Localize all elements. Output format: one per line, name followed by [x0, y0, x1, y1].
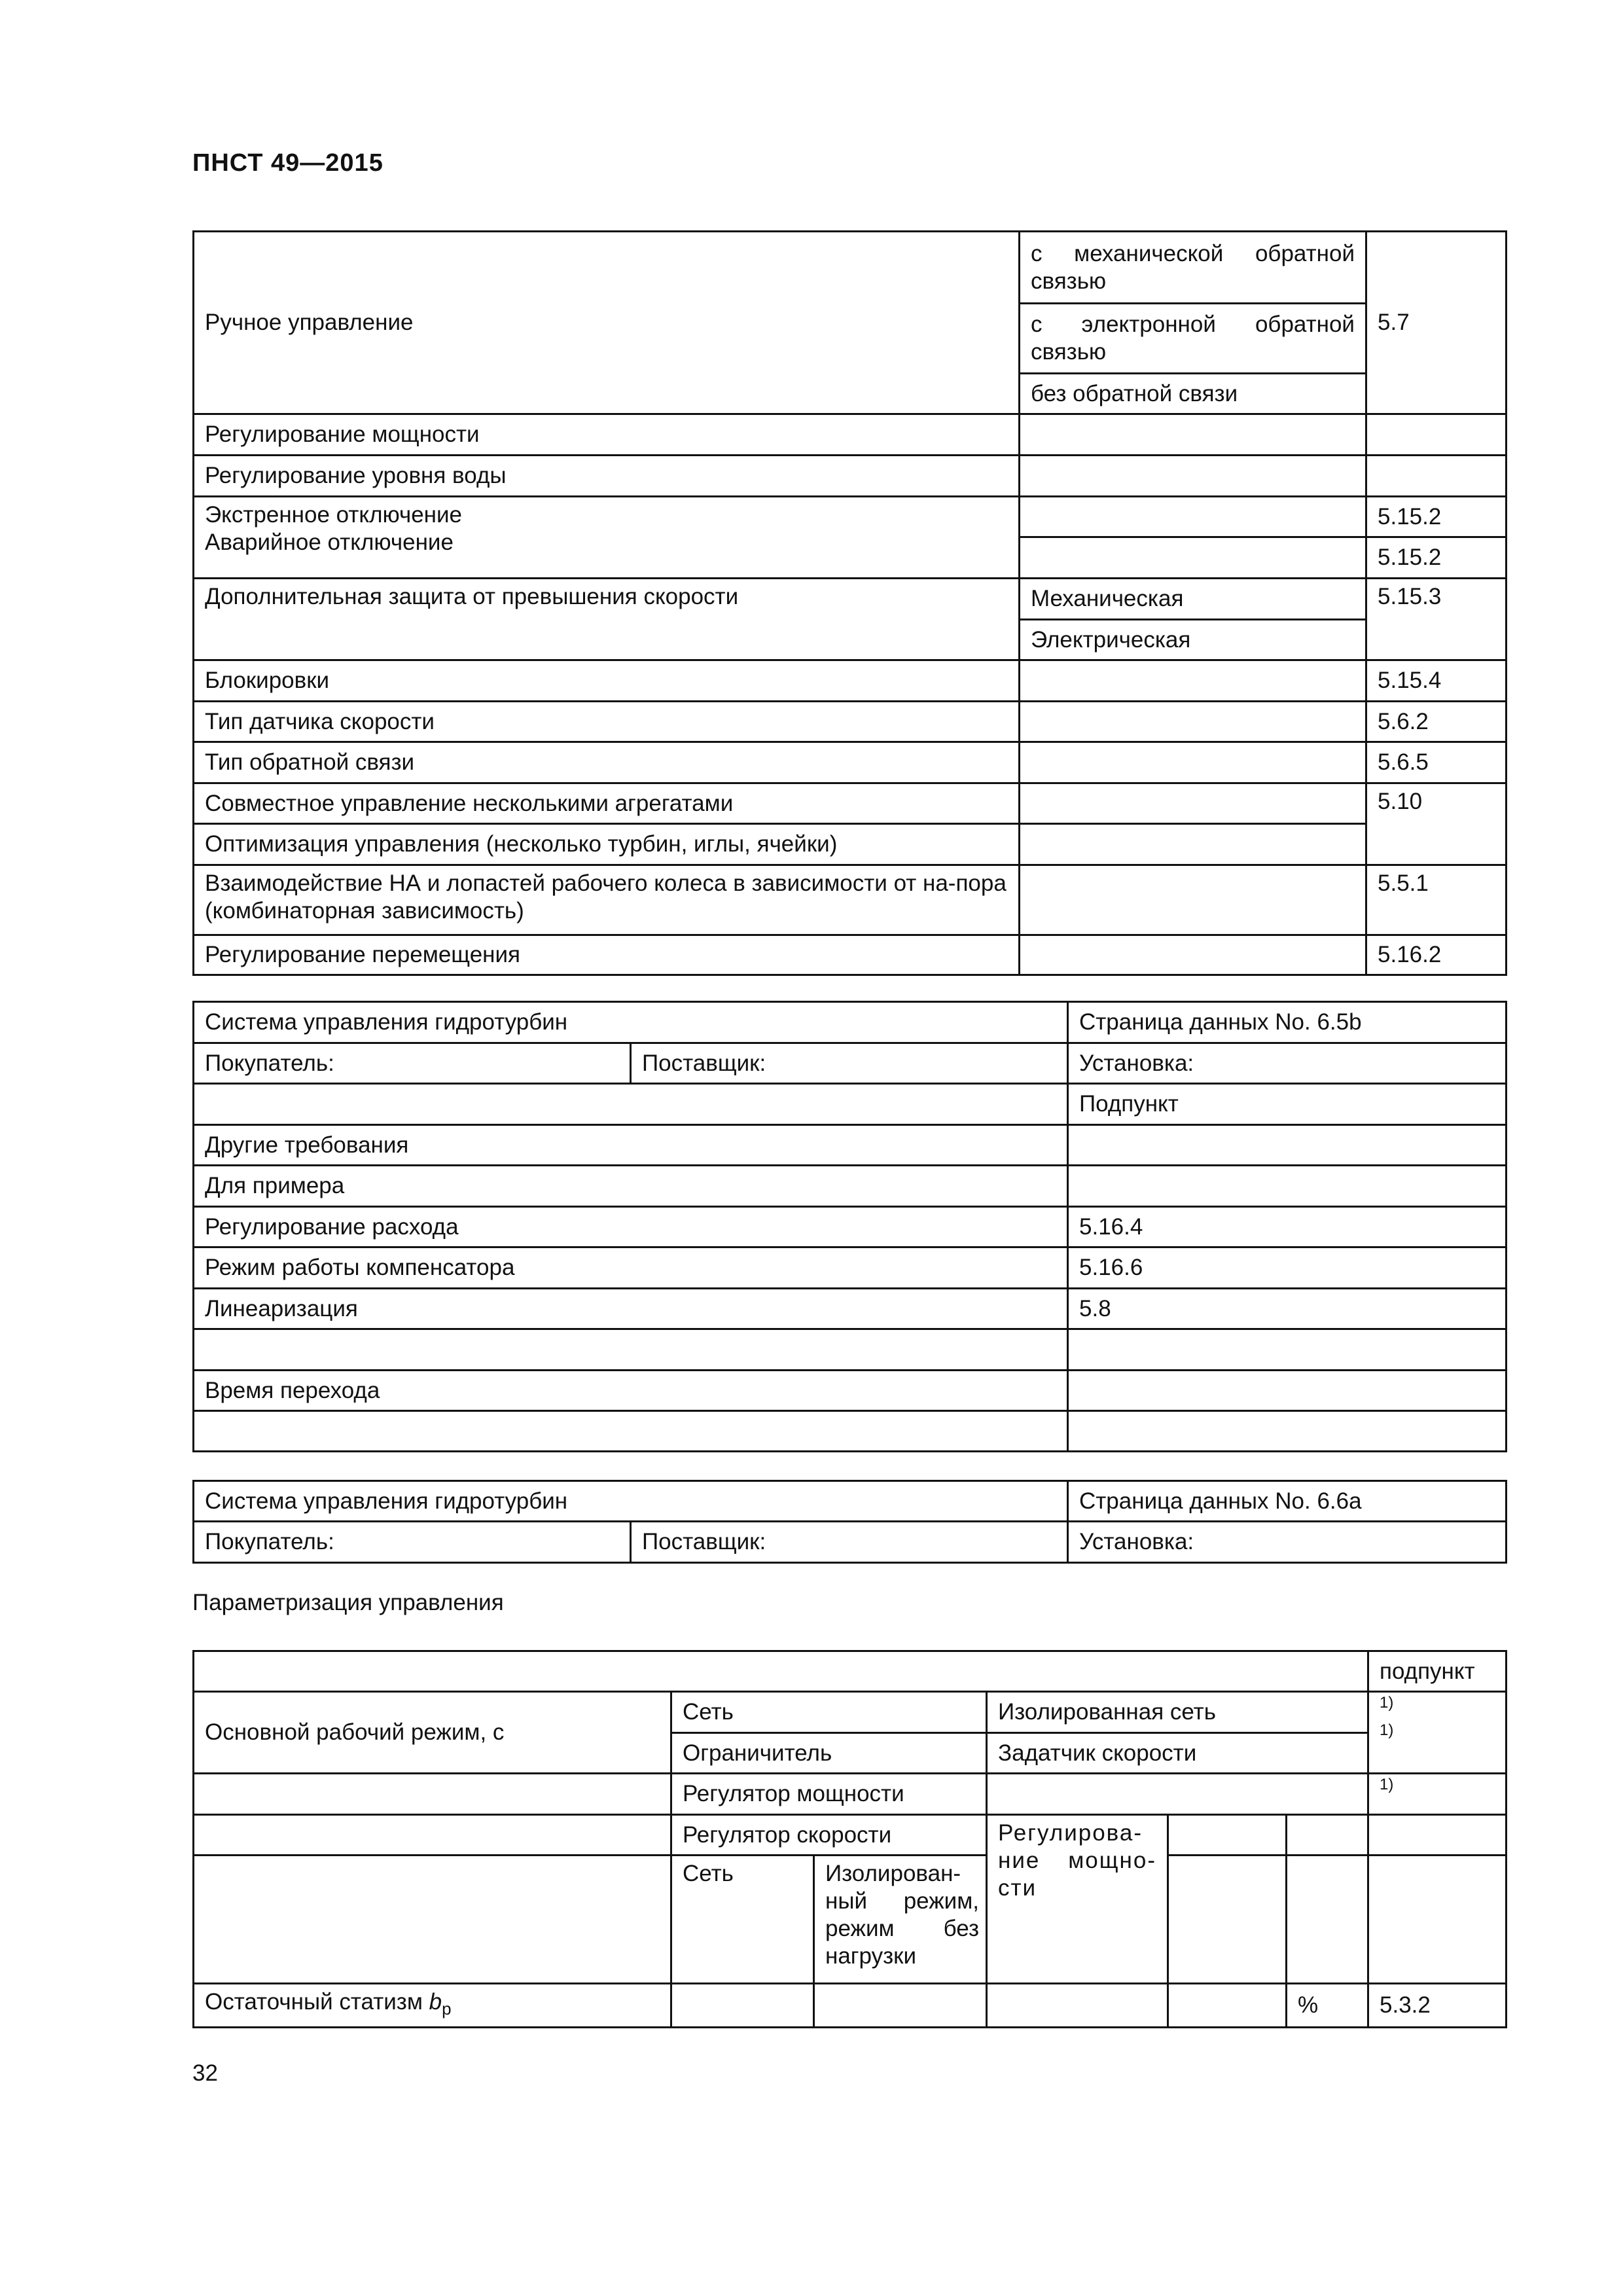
subitem-header: Подпункт	[1068, 1084, 1507, 1125]
manual-control-label: Ручное управление	[194, 232, 1020, 414]
grid-label: Сеть	[671, 1692, 987, 1733]
empty-cell	[1368, 1815, 1507, 1856]
buyer-label: Покупатель:	[194, 1043, 631, 1084]
empty-cell	[1020, 414, 1366, 456]
control-functions-table	[192, 230, 1507, 976]
data-page-number: Страница данных No. 6.6а	[1068, 1481, 1507, 1522]
empty-cell	[1068, 1329, 1507, 1371]
empty-cell	[1020, 497, 1366, 537]
empty-cell	[1020, 537, 1366, 579]
empty-cell	[814, 1984, 987, 2028]
water-level-regulation-label: Регулирование уровня воды	[194, 456, 1020, 497]
flow-regulation-label: Регулирование расхода	[194, 1207, 1068, 1247]
empty-cell	[1287, 1815, 1368, 1856]
data-sheet-6-6a-table	[192, 1480, 1507, 1564]
linearization-label: Линеаризация	[194, 1289, 1068, 1329]
emergency-trip-label: Аварийное отключение	[205, 529, 454, 555]
document-header: ПНСТ 49—2015	[192, 149, 383, 177]
joint-control-ref: 5.10	[1366, 783, 1507, 865]
interlocks-ref: 5.15.4	[1366, 660, 1507, 702]
power-regulation-label: Регулирова-ние мощно-сти	[987, 1815, 1168, 1984]
section-label: Параметризация управления	[192, 1590, 504, 1615]
empty-cell	[1068, 1371, 1507, 1411]
feedback-type-ref: 5.6.5	[1366, 742, 1507, 783]
empty-cell	[1287, 1856, 1368, 1984]
empty-cell	[1020, 935, 1366, 975]
empty-cell	[1020, 824, 1366, 865]
speed-sensor-ref: 5.6.2	[1366, 702, 1507, 742]
emergency-shutdown-label: Экстренное отключение	[205, 502, 463, 528]
residual-droop-text: Остаточный статизм	[205, 1989, 429, 2015]
feedback-type-label: Тип обратной связи	[194, 742, 1020, 783]
installation-label: Установка:	[1068, 1522, 1507, 1563]
page-number: 32	[192, 2060, 218, 2086]
empty-cell	[1020, 865, 1366, 935]
data-sheet-6-5b-table	[192, 1001, 1507, 1452]
footnote-mark: 1)	[1380, 1776, 1394, 1793]
empty-cell	[1020, 742, 1366, 783]
empty-cell	[987, 1774, 1368, 1815]
empty-cell	[1168, 1856, 1287, 1984]
other-requirements-label: Другие требования	[194, 1125, 1068, 1166]
data-page-number: Страница данных No. 6.5b	[1068, 1002, 1507, 1043]
linearization-ref: 5.8	[1068, 1289, 1507, 1329]
footnote-mark: 1)	[1380, 1721, 1394, 1739]
droop-symbol: b	[429, 1989, 442, 2015]
footnote-mark: 1)	[1380, 1694, 1394, 1712]
empty-cell	[1366, 414, 1507, 456]
compensator-mode-label: Режим работы компенсатора	[194, 1247, 1068, 1289]
supplier-label: Поставщик:	[631, 1043, 1068, 1084]
empty-cell	[1020, 660, 1366, 702]
compensator-mode-ref: 5.16.6	[1068, 1247, 1507, 1289]
movement-regulation-ref: 5.16.2	[1366, 935, 1507, 975]
shutdown-labels	[194, 497, 1020, 579]
flow-regulation-ref: 5.16.4	[1068, 1207, 1507, 1247]
empty-cell	[1366, 456, 1507, 497]
isolated-mode-label: Изолирован-ный режим, режим без нагрузки	[814, 1856, 987, 1984]
percent-unit: %	[1287, 1984, 1368, 2028]
power-regulator-label: Регулятор мощности	[671, 1774, 987, 1815]
subitem-header: подпункт	[1368, 1651, 1507, 1692]
interaction-ref: 5.5.1	[1366, 865, 1507, 935]
power-regulation-label: Регулирование мощности	[194, 414, 1020, 456]
empty-cell	[1068, 1166, 1507, 1207]
overspeed-protection-label: Дополнительная защита от превышения скорости	[194, 579, 1020, 660]
empty-cell	[987, 1984, 1168, 2028]
residual-droop-ref: 5.3.2	[1368, 1984, 1507, 2028]
empty-cell	[1068, 1411, 1507, 1452]
footnote-cell	[1368, 1774, 1507, 1815]
empty-cell	[194, 1084, 1068, 1125]
electrical-option: Электрическая	[1020, 620, 1366, 660]
empty-cell	[194, 1411, 1068, 1452]
limiter-label: Ограничитель	[671, 1733, 987, 1774]
interlocks-label: Блокировки	[194, 660, 1020, 702]
movement-regulation-label: Регулирование перемещения	[194, 935, 1020, 975]
buyer-label: Покупатель:	[194, 1522, 631, 1563]
mechanical-option: Механическая	[1020, 579, 1366, 620]
overspeed-protection-ref: 5.15.3	[1366, 579, 1507, 660]
empty-cell	[194, 1815, 671, 1856]
speed-regulator-label: Регулятор скорости	[671, 1815, 987, 1856]
emergency-trip-ref: 5.15.2	[1366, 537, 1507, 579]
main-mode-label: Основной рабочий режим, с	[194, 1692, 671, 1774]
empty-cell	[194, 1774, 671, 1815]
residual-droop-label	[194, 1984, 671, 2028]
empty-cell	[1168, 1815, 1287, 1856]
empty-cell	[1020, 783, 1366, 824]
empty-cell	[1068, 1125, 1507, 1166]
emergency-shutdown-ref: 5.15.2	[1366, 497, 1507, 537]
empty-cell	[194, 1329, 1068, 1371]
empty-cell	[1368, 1856, 1507, 1984]
speed-sensor-label: Тип датчика скорости	[194, 702, 1020, 742]
optimization-label: Оптимизация управления (несколько турбин, иглы, ячейки)	[194, 824, 1020, 865]
control-parametrization-table	[192, 1650, 1507, 2028]
interaction-label: Взаимодействие НА и лопастей рабочего колеса в зависимости от на-пора (комбинаторная зависимость)	[194, 865, 1020, 935]
empty-cell	[1168, 1984, 1287, 2028]
transition-time-label: Время перехода	[194, 1371, 1068, 1411]
example-label: Для примера	[194, 1166, 1068, 1207]
empty-cell	[1020, 456, 1366, 497]
no-feedback-option: без обратной связи	[1020, 374, 1366, 414]
empty-cell	[194, 1651, 1368, 1692]
speed-setter-label: Задатчик скорости	[987, 1733, 1368, 1774]
system-title: Система управления гидротурбин	[194, 1002, 1068, 1043]
footnote-cell	[1368, 1692, 1507, 1774]
isolated-grid-label: Изолированная сеть	[987, 1692, 1368, 1733]
manual-control-ref: 5.7	[1366, 232, 1507, 414]
grid-label-2: Сеть	[671, 1856, 814, 1984]
empty-cell	[194, 1856, 671, 1984]
empty-cell	[1020, 702, 1366, 742]
empty-cell	[671, 1984, 814, 2028]
joint-control-label: Совместное управление несколькими агрегатами	[194, 783, 1020, 824]
supplier-label: Поставщик:	[631, 1522, 1068, 1563]
system-title: Система управления гидротурбин	[194, 1481, 1068, 1522]
installation-label: Установка:	[1068, 1043, 1507, 1084]
electronic-feedback-option: с электронной обратной связью	[1020, 304, 1366, 374]
mech-feedback-option: с механической обратной связью	[1020, 232, 1366, 304]
droop-subscript: p	[442, 1999, 452, 2018]
